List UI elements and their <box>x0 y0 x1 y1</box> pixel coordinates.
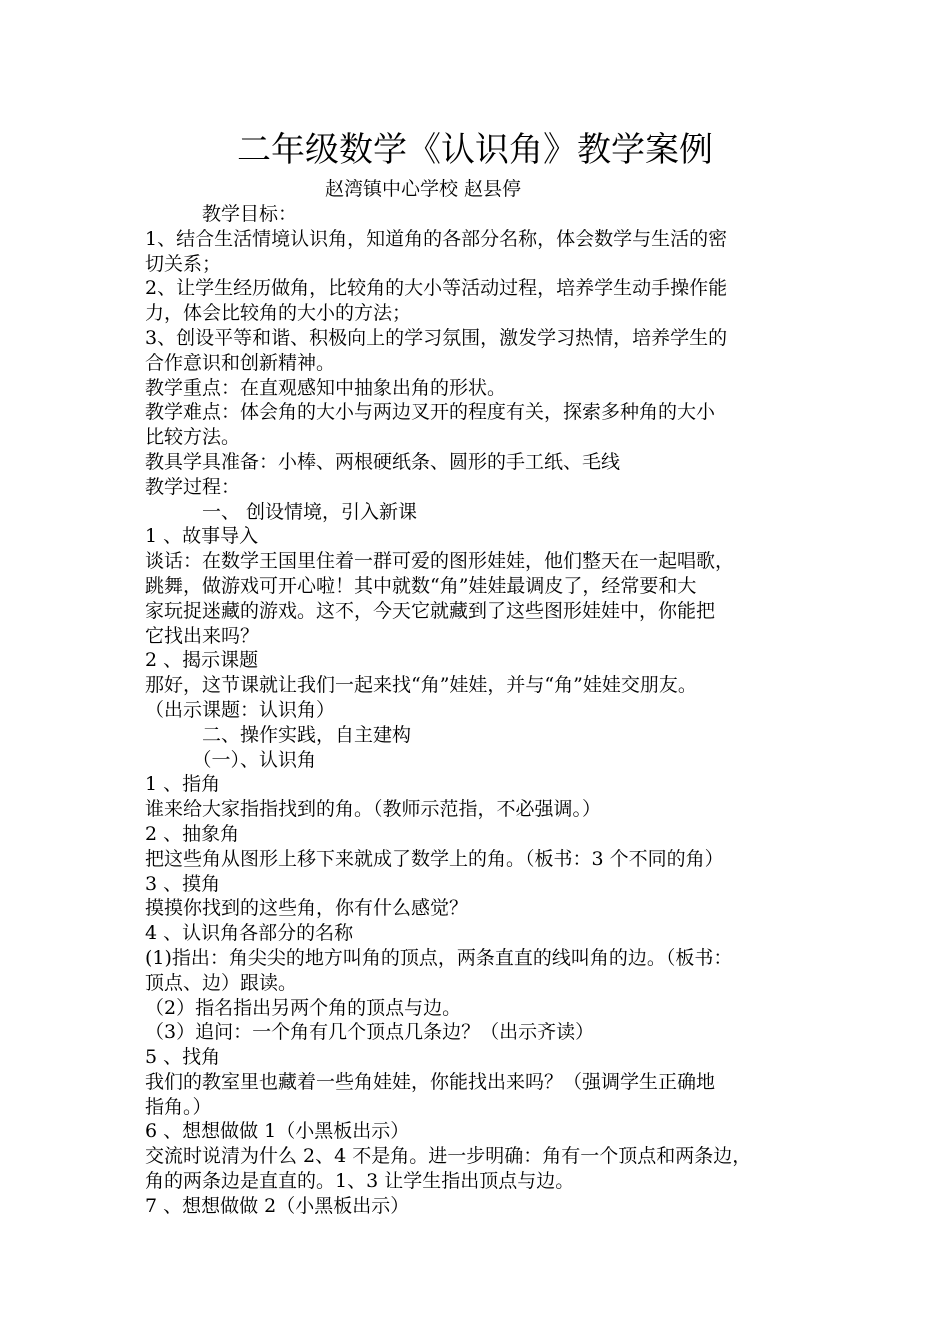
body-line: 7 、想想做做 2（小黑板出示） <box>145 1194 410 1217</box>
body-line: 家玩捉迷藏的游戏。这不，今天它就藏到了这些图形娃娃中，你能把 <box>145 599 716 622</box>
body-line: 教学目标： <box>145 203 298 225</box>
body-line: 4 、认识角各部分的名称 <box>145 922 354 945</box>
body-line: 1 、故事导入 <box>145 525 259 548</box>
body-line: 比较方法。 <box>145 426 241 449</box>
body-line: 二、操作实践，自主建构 <box>145 723 412 746</box>
document-title: 二年级数学《认识角》教学案例 <box>237 130 713 170</box>
body-line: 指角。） <box>145 1095 212 1118</box>
body-line: 教学重点：在直观感知中抽象出角的形状。 <box>145 376 507 399</box>
body-line: 2 、揭示课题 <box>145 649 259 672</box>
body-line: (1)指出：角尖尖的地方叫角的顶点，两条直直的线叫角的边。（板书： <box>145 946 733 969</box>
body-line: 2、让学生经历做角，比较角的大小等活动过程，培养学生动手操作能 <box>145 277 728 300</box>
body-line: 顶点、边）跟读。 <box>145 971 298 994</box>
body-line: 角的两条边是直直的。1、3 让学生指出顶点与边。 <box>145 1170 575 1193</box>
body-line: 3 、摸角 <box>145 872 221 895</box>
body-line: 我们的教室里也藏着一些角娃娃，你能找出来吗？（强调学生正确地 <box>145 1070 716 1093</box>
body-line: 那好，这节课就让我们一起来找“角”娃娃，并与“角”娃娃交朋友。 <box>145 674 697 697</box>
body-line: 它找出来吗？ <box>145 624 260 647</box>
body-line: 合作意识和创新精神。 <box>145 351 336 374</box>
body-line: 6 、想想做做 1（小黑板出示） <box>145 1120 410 1143</box>
body-line: 谈话：在数学王国里住着一群可爱的图形娃娃，他们整天在一起唱歌， <box>145 550 735 573</box>
author-line: 赵湾镇中心学校 赵县停 <box>325 178 522 200</box>
body-line: 教学过程： <box>145 475 241 498</box>
document-body <box>145 202 815 1219</box>
body-line: 1 、指角 <box>145 773 221 796</box>
body-line: 跳舞，做游戏可开心啦！其中就数“角”娃娃最调皮了，经常要和大 <box>145 574 697 597</box>
body-line: （出示课题：认识角） <box>145 698 336 721</box>
body-line: 1、结合生活情境认识角，知道角的各部分名称，体会数学与生活的密 <box>145 227 728 250</box>
body-line: 教具学具准备：小棒、两根硬纸条、圆形的手工纸、毛线 <box>145 450 621 473</box>
body-line: 力，体会比较角的大小的方法； <box>145 302 412 325</box>
body-line: （2）指名指出另两个角的顶点与边。 <box>145 996 462 1019</box>
body-line: 把这些角从图形上移下来就成了数学上的角。（板书：3 个不同的角） <box>145 847 724 870</box>
body-line: 交流时说清为什么 2、4 不是角。进一步明确：角有一个顶点和两条边， <box>145 1145 752 1168</box>
body-line: 5 、找角 <box>145 1046 221 1069</box>
body-line: 谁来给大家指指找到的角。（教师示范指，不必强调。） <box>145 798 602 821</box>
body-line: （一）、认识角 <box>145 748 317 771</box>
body-line: 摸摸你找到的这些角，你有什么感觉？ <box>145 897 469 920</box>
body-line: 3、创设平等和谐、积极向上的学习氛围，激发学习热情，培养学生的 <box>145 326 728 349</box>
body-line: 切关系； <box>145 252 222 275</box>
body-line: 2 、抽象角 <box>145 822 240 845</box>
body-line: （3）追问：一个角有几个顶点几条边？（出示齐读） <box>145 1021 595 1044</box>
body-line: 一、 创设情境，引入新课 <box>145 500 418 523</box>
body-line: 教学难点：体会角的大小与两边叉开的程度有关，探索多种角的大小 <box>145 401 716 424</box>
